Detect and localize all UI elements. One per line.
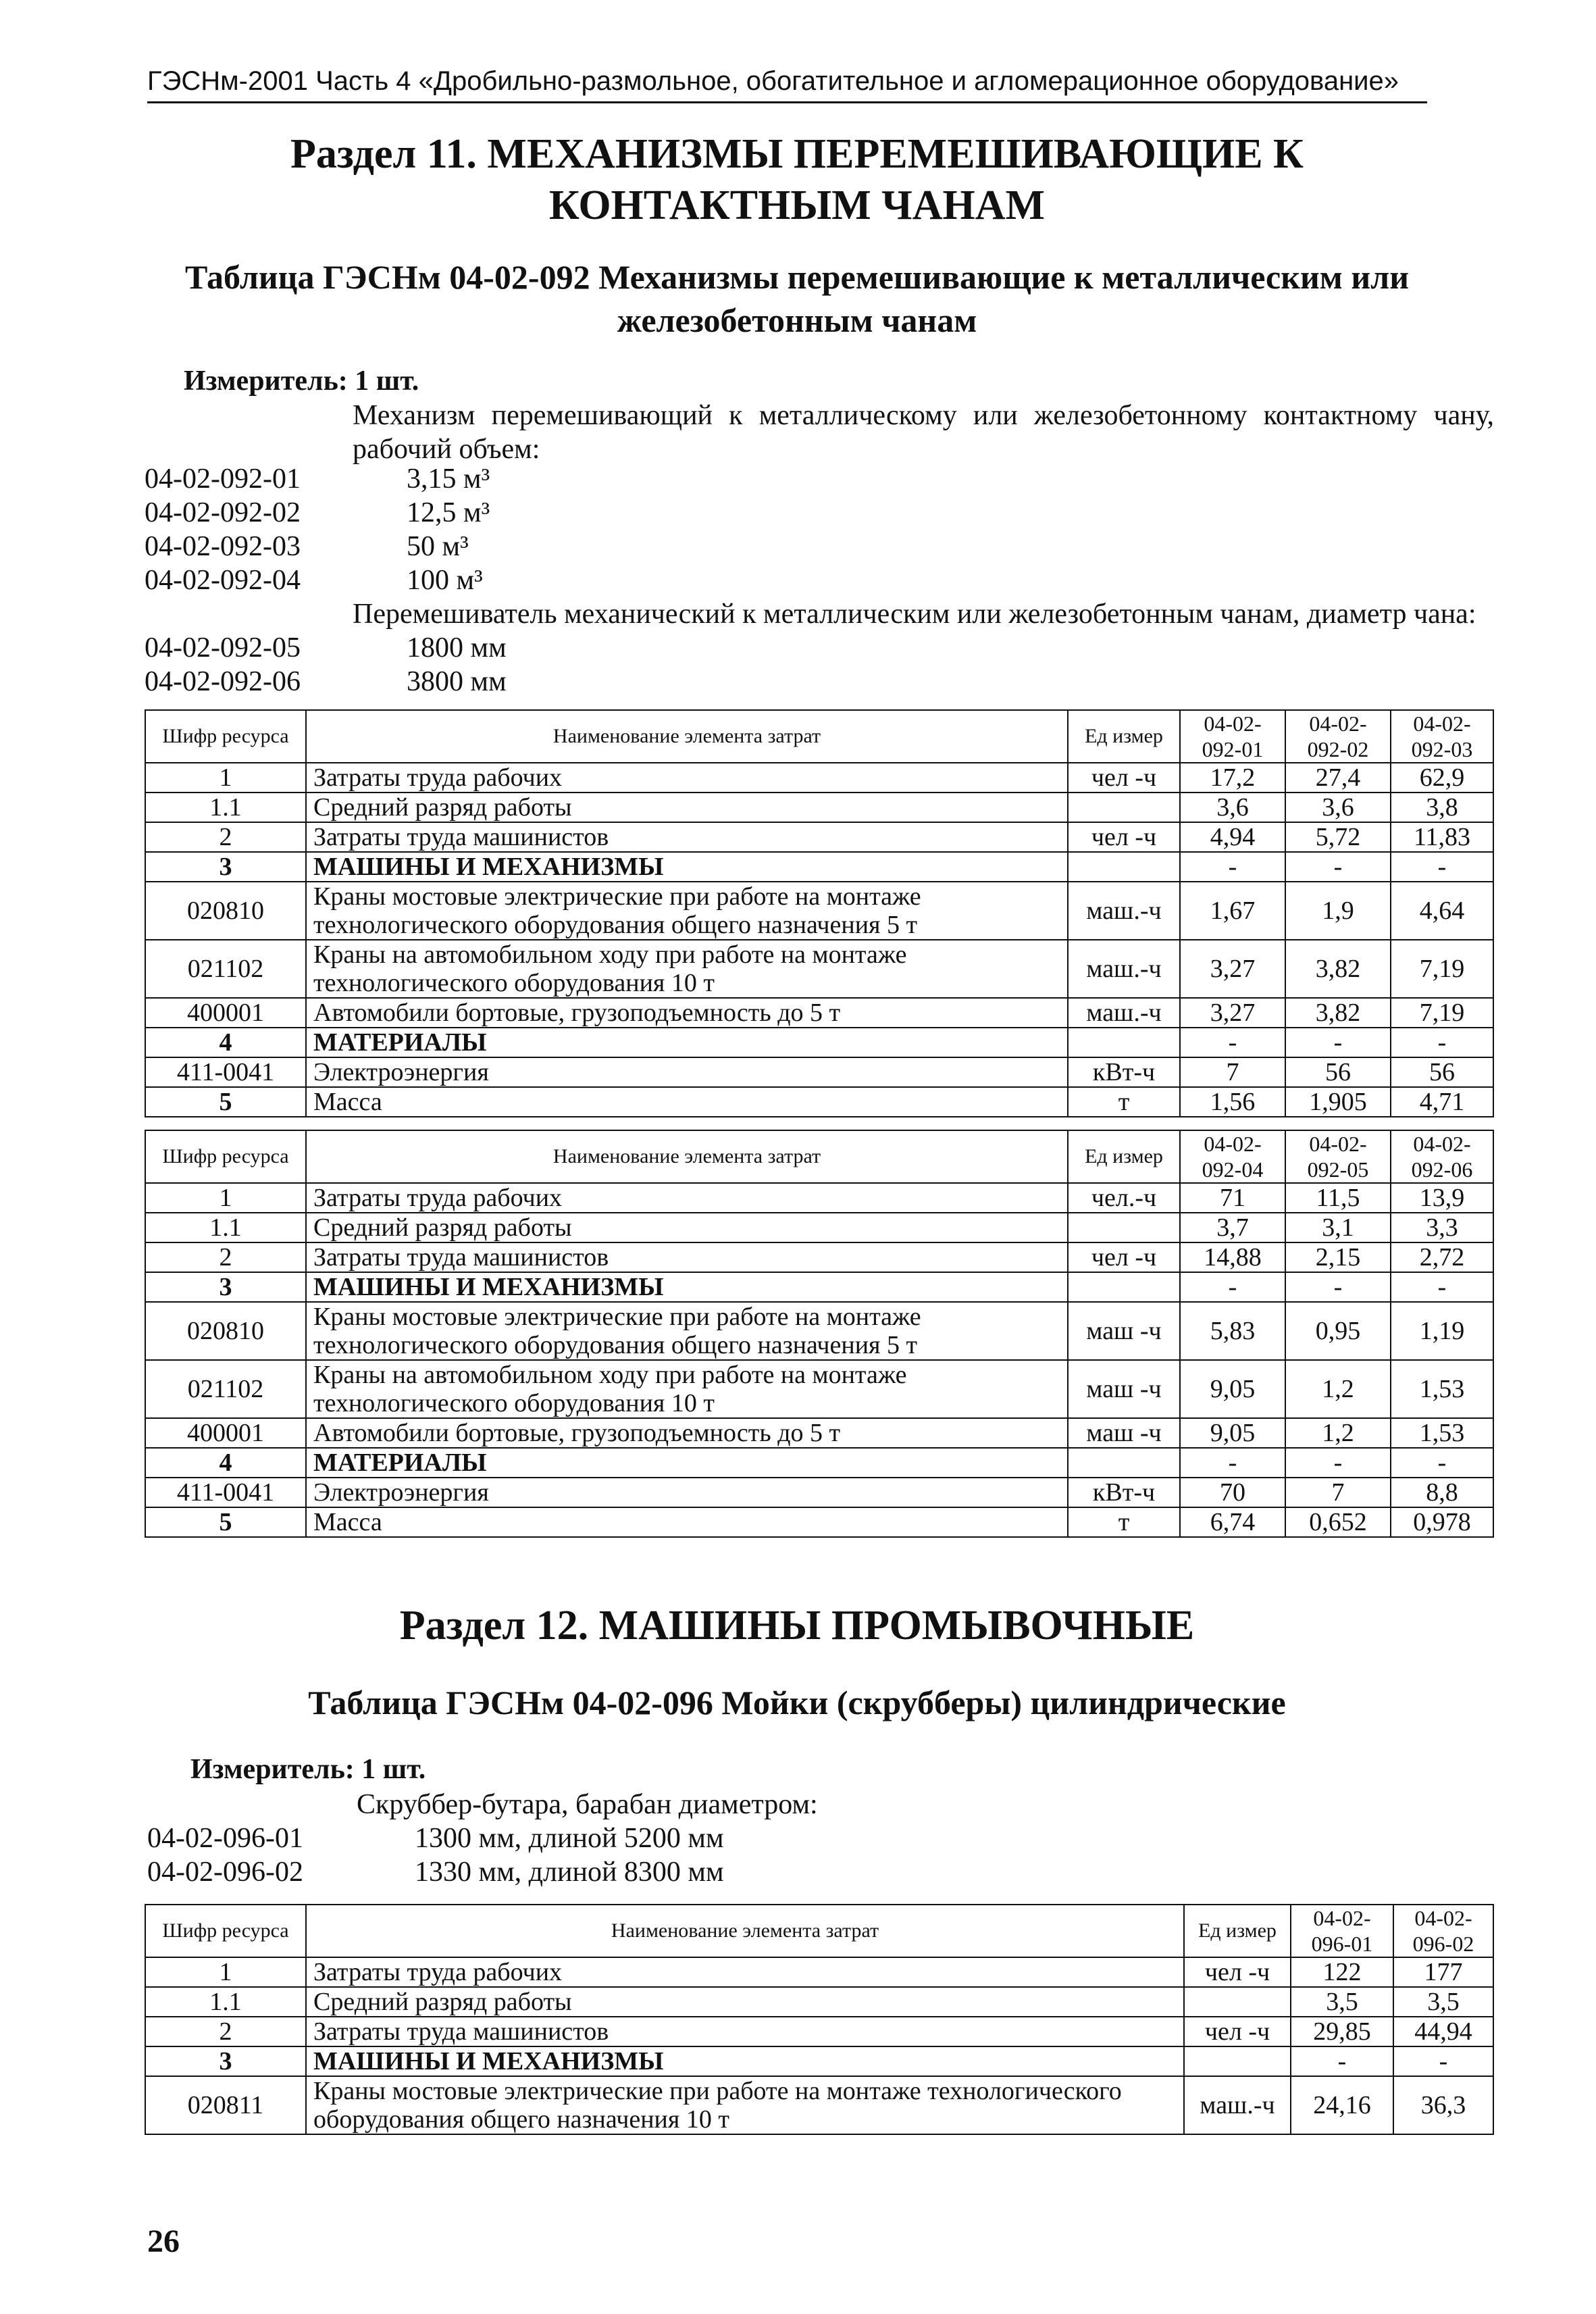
item-value: 3,15 м³ [407, 463, 490, 495]
cell-value: 11,5 [1285, 1183, 1391, 1213]
table-row [145, 2076, 1493, 2134]
cell-code: 5 [145, 1507, 306, 1537]
cell-value: - [1391, 1272, 1493, 1302]
cell-value: - [1291, 2046, 1393, 2076]
section-12-title: Раздел 12. МАШИНЫ ПРОМЫВОЧНЫЕ [399, 1603, 1195, 1649]
cell-value: 1,53 [1391, 1418, 1493, 1448]
cell-code: 3 [145, 852, 306, 882]
cell-value: 1,56 [1180, 1087, 1285, 1117]
table-row [145, 1213, 1493, 1242]
cell-code: 1.1 [145, 1213, 306, 1242]
header-code: Шифр ресурса [145, 710, 306, 763]
cell-value: - [1180, 852, 1285, 882]
table-row [145, 1987, 1493, 2017]
cell-value: 1,19 [1391, 1302, 1493, 1360]
cell-name: Затраты труда рабочих [306, 1183, 1068, 1213]
cell-value: - [1391, 852, 1493, 882]
description-mixer: Механизм перемешивающий к металлическому или железобетонному контактному чану, рабочий объем: [353, 400, 1494, 465]
cell-unit: кВт-ч [1068, 1057, 1180, 1087]
cell-value: - [1180, 1448, 1285, 1478]
cell-name: МАШИНЫ И МЕХАНИЗМЫ [306, 1272, 1068, 1302]
cell-value: 3,82 [1285, 998, 1391, 1028]
cell-value: 1,9 [1285, 882, 1391, 940]
measure-label [190, 1753, 426, 1786]
cell-value: 2,15 [1285, 1242, 1391, 1272]
cell-value: 3,6 [1180, 793, 1285, 822]
cell-value: 5,72 [1285, 822, 1391, 852]
cell-value: 1,53 [1391, 1360, 1493, 1418]
section-11-title: Раздел 11. МЕХАНИЗМЫ ПЕРЕМЕШИВАЮЩИЕ К КОНТАКТНЫМ ЧАНАМ [290, 131, 1304, 228]
cell-name: Затраты труда рабочих [306, 1957, 1184, 1987]
cell-code: 400001 [145, 1418, 306, 1448]
cell-value: 27,4 [1285, 763, 1391, 793]
cell-code: 020810 [145, 1302, 306, 1360]
cell-value: 3,5 [1393, 1987, 1493, 2017]
cell-code: 4 [145, 1448, 306, 1478]
cell-name: Затраты труда рабочих [306, 763, 1068, 793]
cell-value: 4,64 [1391, 882, 1493, 940]
cell-value: 56 [1285, 1057, 1391, 1087]
item-value: 1330 мм, длиной 8300 мм [415, 1857, 724, 1888]
table-row [145, 2017, 1493, 2046]
item-code: 04-02-096-02 [147, 1857, 303, 1888]
item-value: 12,5 м³ [407, 497, 490, 528]
table-row [145, 1360, 1493, 1418]
header-unit: Ед измер [1068, 710, 1180, 763]
cell-value: 1,2 [1285, 1360, 1391, 1418]
cell-unit: маш -ч [1068, 1360, 1180, 1418]
header-name: Наименование элемента затрат [306, 710, 1068, 763]
cell-value: 29,85 [1291, 2017, 1393, 2046]
table-row [145, 763, 1493, 793]
resource-table-1 [145, 709, 1494, 1117]
cell-name: Затраты труда машинистов [306, 822, 1068, 852]
cell-code: 1 [145, 1957, 306, 1987]
cell-value: 17,2 [1180, 763, 1285, 793]
cell-name: Краны мостовые электрические при работе на монтаже технологического оборудования общего назначения 5 т [306, 882, 1068, 940]
table-header-row [145, 1130, 1493, 1183]
table-row [145, 1418, 1493, 1448]
cell-unit: т [1068, 1507, 1180, 1537]
cell-value: 0,95 [1285, 1302, 1391, 1360]
cell-name: Автомобили бортовые, грузоподъемность до 5 т [306, 1418, 1068, 1448]
cell-value: 3,5 [1291, 1987, 1393, 2017]
cell-unit: чел -ч [1184, 1957, 1291, 1987]
cell-unit [1068, 1213, 1180, 1242]
cell-value: 14,88 [1180, 1242, 1285, 1272]
cell-name: МАТЕРИАЛЫ [306, 1028, 1068, 1057]
header-code: Шифр ресурса [145, 1130, 306, 1183]
cell-name: МАШИНЫ И МЕХАНИЗМЫ [306, 852, 1068, 882]
cell-unit: маш.-ч [1068, 882, 1180, 940]
cell-value: 4,71 [1391, 1087, 1493, 1117]
table-row [145, 1448, 1493, 1478]
measure-label [184, 365, 419, 397]
cell-unit [1068, 1272, 1180, 1302]
cell-name: Масса [306, 1087, 1068, 1117]
cell-value: - [1180, 1028, 1285, 1057]
cell-code: 400001 [145, 998, 306, 1028]
table-header-row [145, 1905, 1493, 1957]
cell-code: 411-0041 [145, 1057, 306, 1087]
cell-value: 3,6 [1285, 793, 1391, 822]
item-value: 3800 мм [407, 666, 507, 697]
cell-value: 71 [1180, 1183, 1285, 1213]
cell-name: Затраты труда машинистов [306, 2017, 1184, 2046]
table-row [145, 998, 1493, 1028]
cell-value: 7 [1285, 1478, 1391, 1507]
description-scrubber: Скруббер-бутара, барабан диаметром: [357, 1789, 818, 1820]
cell-value: 70 [1180, 1478, 1285, 1507]
cell-code: 1 [145, 763, 306, 793]
cell-unit: чел -ч [1068, 822, 1180, 852]
cell-value: 24,16 [1291, 2076, 1393, 2134]
cell-value: - [1391, 1028, 1493, 1057]
page-number: 26 [147, 2223, 180, 2259]
cell-code: 2 [145, 2017, 306, 2046]
cell-unit: чел.-ч [1068, 1183, 1180, 1213]
cell-name: Масса [306, 1507, 1068, 1537]
cell-unit: маш.-ч [1068, 940, 1180, 998]
header-unit: Ед измер [1068, 1130, 1180, 1183]
cell-unit: чел -ч [1184, 2017, 1291, 2046]
cell-unit: маш.-ч [1068, 998, 1180, 1028]
cell-value: 11,83 [1391, 822, 1493, 852]
cell-value: 0,978 [1391, 1507, 1493, 1537]
item-code: 04-02-092-03 [145, 531, 301, 562]
cell-code: 021102 [145, 940, 306, 998]
header-col-1: 04-02-092-04 [1180, 1130, 1285, 1183]
cell-value: 62,9 [1391, 763, 1493, 793]
cell-code: 411-0041 [145, 1478, 306, 1507]
cell-value: - [1285, 1272, 1391, 1302]
cell-value: 7,19 [1391, 998, 1493, 1028]
item-value: 1800 мм [407, 632, 507, 663]
item-code: 04-02-096-01 [147, 1823, 303, 1854]
item-value: 100 м³ [407, 565, 483, 596]
cell-unit: кВт-ч [1068, 1478, 1180, 1507]
cell-unit [1184, 2046, 1291, 2076]
cell-name: Средний разряд работы [306, 1987, 1184, 2017]
table-row [145, 2046, 1493, 2076]
description-agitator: Перемешиватель механический к металлическим или железобетонным чанам, диаметр чана: [353, 599, 1476, 630]
cell-value: 3,82 [1285, 940, 1391, 998]
cell-value: 0,652 [1285, 1507, 1391, 1537]
cell-name: Краны мостовые электрические при работе на монтаже технологического оборудования общего назначения 10 т [306, 2076, 1184, 2134]
cell-value: - [1391, 1448, 1493, 1478]
table-row [145, 940, 1493, 998]
cell-name: МАТЕРИАЛЫ [306, 1448, 1068, 1478]
cell-unit: т [1068, 1087, 1180, 1117]
header-name: Наименование элемента затрат [306, 1130, 1068, 1183]
item-value: 50 м³ [407, 531, 469, 562]
cell-unit [1068, 1028, 1180, 1057]
resource-table-3 [145, 1904, 1494, 2135]
measure-value: 1 шт. [355, 366, 419, 397]
item-value: 1300 мм, длиной 5200 мм [415, 1823, 724, 1854]
cell-value: 3,1 [1285, 1213, 1391, 1242]
cell-code: 2 [145, 1242, 306, 1272]
cell-value: 1,905 [1285, 1087, 1391, 1117]
cell-value: - [1180, 1272, 1285, 1302]
table-row [145, 1272, 1493, 1302]
cell-unit [1184, 1987, 1291, 2017]
cell-value: 6,74 [1180, 1507, 1285, 1537]
cell-unit: маш.-ч [1184, 2076, 1291, 2134]
table-row [145, 852, 1493, 882]
measure-value: 1 шт. [361, 1754, 426, 1785]
table-04-02-096-title: Таблица ГЭСНм 04-02-096 Мойки (скрубберы) цилиндрические [308, 1684, 1286, 1721]
cell-name: Краны на автомобильном ходу при работе на монтаже технологического оборудования 10 т [306, 940, 1068, 998]
table-header-row [145, 710, 1493, 763]
cell-code: 1.1 [145, 1987, 306, 2017]
table-04-02-092-title: Таблица ГЭСНм 04-02-092 Механизмы перемешивающие к металлическим или железобетонным чанам [184, 258, 1410, 339]
cell-unit [1068, 1448, 1180, 1478]
cell-value: 56 [1391, 1057, 1493, 1087]
table-row [145, 1507, 1493, 1537]
cell-name: Средний разряд работы [306, 793, 1068, 822]
table-row [145, 882, 1493, 940]
table-row [145, 793, 1493, 822]
cell-value: 177 [1393, 1957, 1493, 1987]
cell-value: - [1393, 2046, 1493, 2076]
cell-value: 1,2 [1285, 1418, 1391, 1448]
cell-value: 5,83 [1180, 1302, 1285, 1360]
cell-value: 7,19 [1391, 940, 1493, 998]
cell-name: Автомобили бортовые, грузоподъемность до 5 т [306, 998, 1068, 1028]
table-row [145, 1087, 1493, 1117]
cell-unit [1068, 852, 1180, 882]
item-code: 04-02-092-05 [145, 632, 301, 663]
cell-value: 36,3 [1393, 2076, 1493, 2134]
table-row [145, 1057, 1493, 1087]
cell-name: Затраты труда машинистов [306, 1242, 1068, 1272]
cell-code: 1.1 [145, 793, 306, 822]
cell-code: 020810 [145, 882, 306, 940]
cell-unit: маш -ч [1068, 1302, 1180, 1360]
cell-value: - [1285, 1448, 1391, 1478]
cell-value: 1,67 [1180, 882, 1285, 940]
cell-value: - [1285, 852, 1391, 882]
cell-value: 122 [1291, 1957, 1393, 1987]
cell-code: 020811 [145, 2076, 306, 2134]
header-name: Наименование элемента затрат [306, 1905, 1184, 1957]
cell-name: МАШИНЫ И МЕХАНИЗМЫ [306, 2046, 1184, 2076]
cell-value: 8,8 [1391, 1478, 1493, 1507]
header-col-3: 04-02-092-03 [1391, 710, 1493, 763]
table-row [145, 1028, 1493, 1057]
item-code: 04-02-092-04 [145, 565, 301, 596]
cell-unit: чел -ч [1068, 763, 1180, 793]
cell-value: 44,94 [1393, 2017, 1493, 2046]
header-col-2: 04-02-096-02 [1393, 1905, 1493, 1957]
cell-value: 3,7 [1180, 1213, 1285, 1242]
header-col-1: 04-02-096-01 [1291, 1905, 1393, 1957]
header-code: Шифр ресурса [145, 1905, 306, 1957]
measure-label-text: Измеритель: [190, 1754, 355, 1785]
cell-value: 13,9 [1391, 1183, 1493, 1213]
cell-name: Электроэнергия [306, 1057, 1068, 1087]
table-row [145, 1478, 1493, 1507]
table-row [145, 1183, 1493, 1213]
header-col-2: 04-02-092-05 [1285, 1130, 1391, 1183]
cell-value: 3,27 [1180, 998, 1285, 1028]
cell-value: 4,94 [1180, 822, 1285, 852]
cell-value: - [1285, 1028, 1391, 1057]
cell-code: 021102 [145, 1360, 306, 1418]
cell-name: Средний разряд работы [306, 1213, 1068, 1242]
cell-code: 3 [145, 1272, 306, 1302]
cell-unit [1068, 793, 1180, 822]
cell-value: 7 [1180, 1057, 1285, 1087]
cell-code: 4 [145, 1028, 306, 1057]
cell-code: 2 [145, 822, 306, 852]
header-col-2: 04-02-092-02 [1285, 710, 1391, 763]
table-row [145, 1242, 1493, 1272]
cell-unit: чел -ч [1068, 1242, 1180, 1272]
cell-code: 1 [145, 1183, 306, 1213]
resource-table-2 [145, 1130, 1494, 1538]
cell-name: Краны мостовые электрические при работе на монтаже технологического оборудования общего назначения 5 т [306, 1302, 1068, 1360]
item-code: 04-02-092-01 [145, 463, 301, 495]
item-code: 04-02-092-02 [145, 497, 301, 528]
cell-value: 9,05 [1180, 1418, 1285, 1448]
cell-value: 3,27 [1180, 940, 1285, 998]
cell-name: Краны на автомобильном ходу при работе на монтаже технологического оборудования 10 т [306, 1360, 1068, 1418]
running-header: ГЭСНм-2001 Часть 4 «Дробильно-размольное, обогатительное и агломерационное оборудование» [147, 65, 1427, 103]
cell-code: 5 [145, 1087, 306, 1117]
cell-value: 2,72 [1391, 1242, 1493, 1272]
cell-name: Электроэнергия [306, 1478, 1068, 1507]
cell-value: 3,8 [1391, 793, 1493, 822]
header-unit: Ед измер [1184, 1905, 1291, 1957]
table-row [145, 1957, 1493, 1987]
item-code: 04-02-092-06 [145, 666, 301, 697]
header-col-1: 04-02-092-01 [1180, 710, 1285, 763]
table-row [145, 822, 1493, 852]
cell-code: 3 [145, 2046, 306, 2076]
header-col-3: 04-02-092-06 [1391, 1130, 1493, 1183]
cell-value: 3,3 [1391, 1213, 1493, 1242]
table-row [145, 1302, 1493, 1360]
cell-value: 9,05 [1180, 1360, 1285, 1418]
cell-unit: маш -ч [1068, 1418, 1180, 1448]
measure-label-text: Измеритель: [184, 366, 348, 397]
